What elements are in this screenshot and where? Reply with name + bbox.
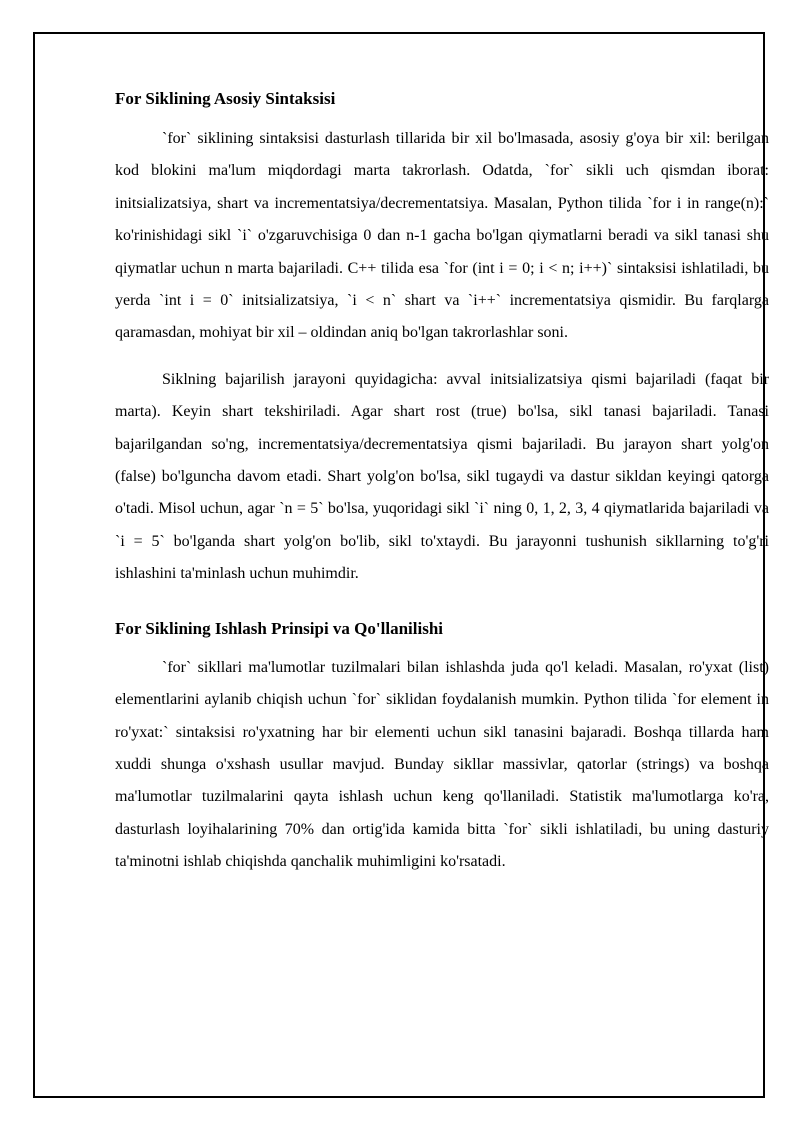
document-body (115, 88, 769, 879)
paragraph: `for` sikllari ma'lumotlar tuzilmalari bilan ishlashda juda qo'l keladi. Masalan, ro'yxat (list) elementlarini aylanib chiqish uchun `for` siklidan foydalanish mumkin. Python tilida `for element in ro'yxat:` sintaksisi ro'yxatning har bir elementi uchun sikl tanasini bajaradi. Boshqa tillarda ham xuddi shunga o'xshash usullar mavjud. Bunday sikllar massivlar, qatorlar (strings) va boshqa ma'lumotlar tuzilmalarini qayta ishlash uchun keng qo'llaniladi. Statistik ma'lumotlarga ko'ra, dasturlash loyihalarining 70% dan ortig'ida kamida bitta `for` sikli ishlatiladi, bu uning dasturiy ta'minotni ishlab chiqishda qanchalik muhimligini ko'rsatadi. (115, 658, 769, 871)
section-heading: For Siklining Asosiy Sintaksisi (115, 89, 336, 108)
paragraph: `for` siklining sintaksisi dasturlash tillarida bir xil bo'lmasada, asosiy g'oya bir xil: berilgan kod blokini ma'lum miqdordagi marta takrorlash. Odatda, `for` sikli uch qismdan iborat: initsializatsiya, shart va incrementatsiya/decrementatsiya. Masalan, Python tilida `for i in range(n):` ko'rinishidagi sikl `i` o'zgaruvchisiga 0 dan n-1 gacha bo'lgan qiymatlarni beradi va sikl tanasi shu qiymatlar uchun n marta bajariladi. C++ tilida esa `for (int i = 0; i < n; i++)` sintaksisi ishlatiladi, bu yerda `int i = 0` initsializatsiya, `i < n` shart va `i++` incrementatsiya qismidir. Bu farqlarga qaramasdan, mohiyat bir xil – oldindan aniq bo'lgan takrorlashlar soni. (115, 130, 769, 342)
paragraph: Siklning bajarilish jarayoni quyidagicha: avval initsializatsiya qismi bajariladi (faqat bir marta). Keyin shart tekshiriladi. Agar shart rost (true) bo'lsa, sikl tanasi bajariladi. Tanasi bajarilgandan so'ng, incrementatsiya/decrementatsiya qismi bajariladi. Bu jarayon shart yolg'on (false) bo'lguncha davom etadi. Shart yolg'on bo'lsa, sikl tugaydi va dastur sikldan keyingi qatorga o'tadi. Misol uchun, agar `n = 5` bo'lsa, yuqoridagi sikl `i` ning 0, 1, 2, 3, 4 qiymatlarida bajariladi va `i = 5` bo'lganda shart yolg'on bo'lib, sikl to'xtaydi. Bu jarayonni tushunish sikllarning to'g'ri ishlashini ta'minlash uchun muhimdir. (115, 370, 769, 583)
section-heading: For Siklining Ishlash Prinsipi va Qo'llanilishi (115, 618, 443, 638)
